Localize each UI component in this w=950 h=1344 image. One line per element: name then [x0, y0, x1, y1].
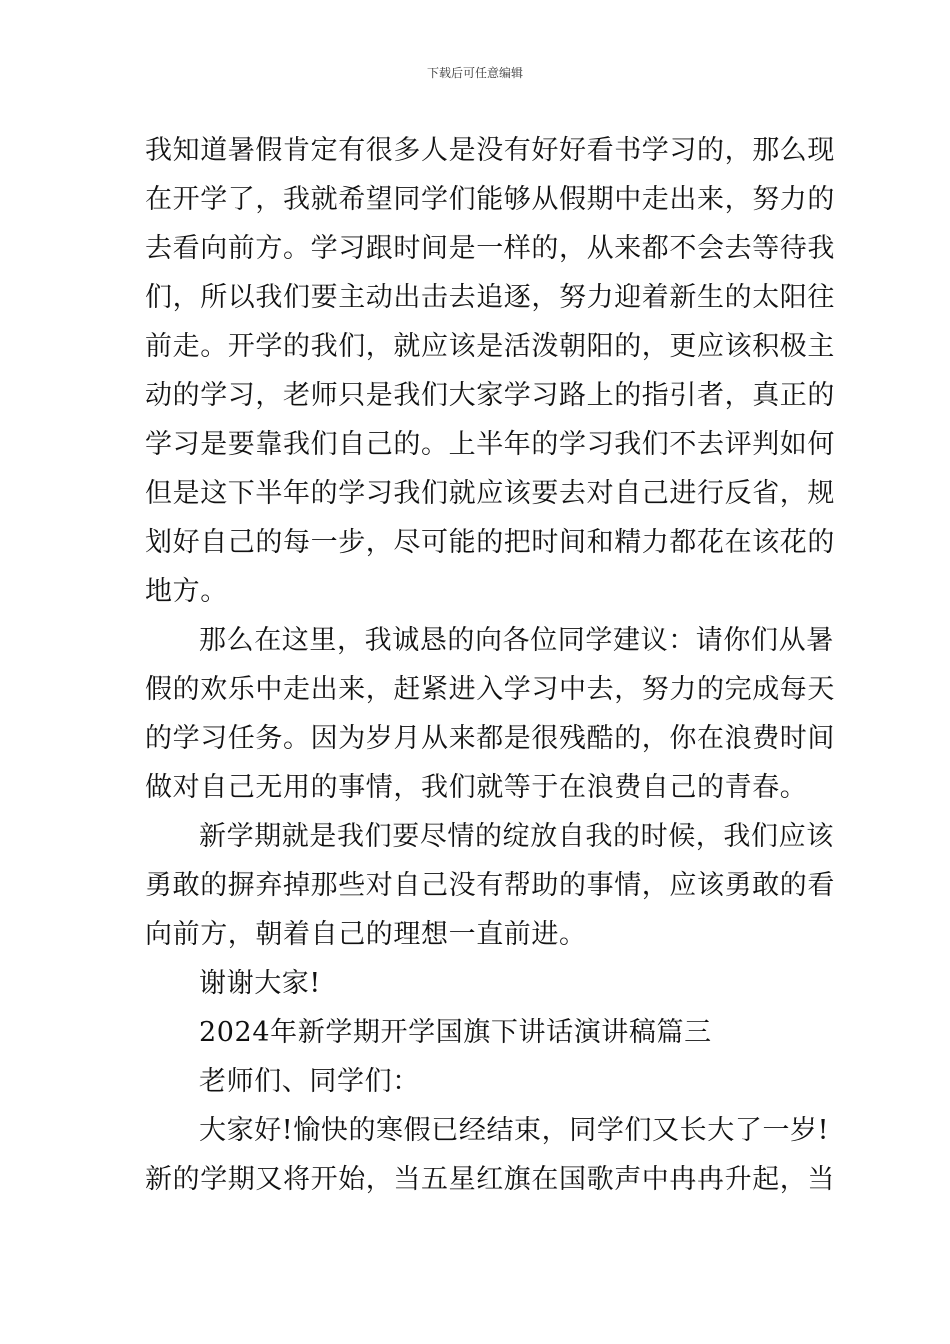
text-line: 但是这下半年的学习我们就应该要去对自己进行反省，规 [145, 478, 835, 509]
text-line: 向前方，朝着自己的理想一直前进。 [145, 919, 587, 950]
text-line: 去看向前方。学习跟时间是一样的，从来都不会去等待我 [145, 233, 835, 264]
text-line: 划好自己的每一步，尽可能的把时间和精力都花在该花的 [145, 527, 835, 558]
text-line: 们，所以我们要主动出击去追逐，努力迎着新生的太阳往 [145, 282, 835, 313]
text-line: 假的欢乐中走出来，赶紧进入学习中去，努力的完成每天 [145, 674, 835, 705]
text-line: 新的学期又将开始，当五星红旗在国歌声中冉冉升起，当 [145, 1164, 835, 1195]
page-header: 下载后可任意编辑 [426, 66, 523, 80]
text-line: 谢谢大家! [199, 968, 321, 999]
text-line: 新学期就是我们要尽情的绽放自我的时候，我们应该 [199, 821, 834, 852]
text-line: 动的学习，老师只是我们大家学习路上的指引者，真正的 [145, 380, 835, 411]
text-line: 老师们、同学们： [199, 1066, 420, 1097]
text-line: 的学习任务。因为岁月从来都是很残酷的，你在浪费时间 [145, 723, 835, 754]
text-line: 我知道暑假肯定有很多人是没有好好看书学习的，那么现 [145, 135, 835, 166]
text-line: 那么在这里，我诚恳的向各位同学建议：请你们从暑 [199, 625, 834, 656]
text-line: 学习是要靠我们自己的。上半年的学习我们不去评判如何 [145, 429, 835, 460]
text-line: 在开学了，我就希望同学们能够从假期中走出来，努力的 [145, 184, 835, 215]
document-body [145, 126, 835, 1204]
text-line: 做对自己无用的事情，我们就等于在浪费自己的青春。 [145, 772, 808, 803]
text-line: 地方。 [145, 576, 228, 607]
text-line: 2024年新学期开学国旗下讲话演讲稿篇三 [199, 1017, 712, 1048]
text-line: 大家好!愉快的寒假已经结束，同学们又长大了一岁! [199, 1115, 830, 1146]
text-line: 前走。开学的我们，就应该是活泼朝阳的，更应该积极主 [145, 331, 835, 362]
text-line: 勇敢的摒弃掉那些对自己没有帮助的事情，应该勇敢的看 [145, 870, 835, 901]
